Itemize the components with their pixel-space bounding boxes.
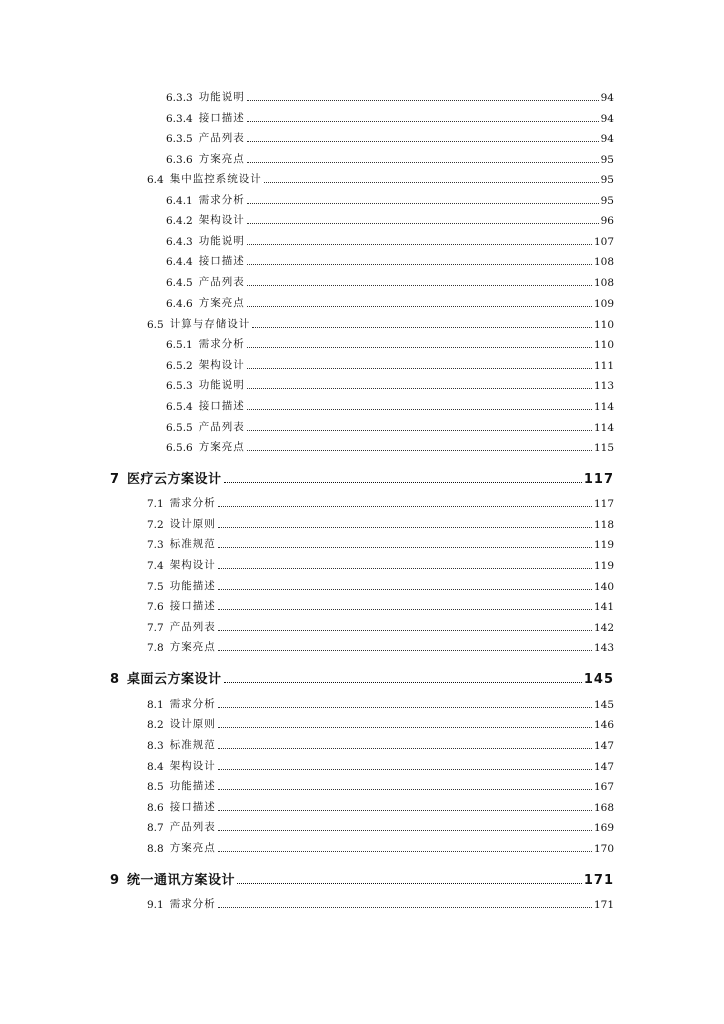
toc-entry-number: 6.4.5 <box>166 277 193 289</box>
toc-entry[interactable] <box>147 757 614 773</box>
toc-entry[interactable] <box>166 376 614 392</box>
toc-entry-title: 需求分析 <box>169 497 216 509</box>
toc-entry-title: 功能描述 <box>169 580 216 592</box>
toc-entry-page: 110 <box>593 339 614 351</box>
toc-entry-title: 需求分析 <box>198 194 245 206</box>
toc-entry-number: 8 <box>110 672 120 687</box>
toc-entry[interactable] <box>147 515 614 531</box>
toc-entry-title: 需求分析 <box>169 898 216 910</box>
toc-entry-page: 140 <box>593 581 614 593</box>
toc-entry-number: 7.3 <box>147 539 164 551</box>
toc-entry-page: 117 <box>593 498 614 510</box>
toc-entry-number: 6.4.6 <box>166 298 193 310</box>
dot-leader <box>218 769 592 770</box>
dot-leader <box>247 409 592 410</box>
toc-entry-page: 108 <box>593 256 614 268</box>
toc-entry-title: 方案亮点 <box>198 441 245 453</box>
dot-leader <box>247 141 599 142</box>
toc-entry-number: 6.5 <box>147 319 164 331</box>
toc-entry[interactable] <box>166 150 614 166</box>
toc-entry-title: 方案亮点 <box>169 842 216 854</box>
toc-entry-number: 8.3 <box>147 740 164 752</box>
toc-entry-page: 114 <box>593 401 614 413</box>
toc-entry-page: 96 <box>600 215 614 227</box>
toc-entry-page: 142 <box>593 622 614 634</box>
toc-entry-title: 需求分析 <box>198 338 245 350</box>
toc-entry-page: 171 <box>583 873 614 888</box>
dot-leader <box>224 482 582 483</box>
dot-leader <box>264 182 599 183</box>
toc-entry-title: 集中监控系统设计 <box>169 173 262 185</box>
toc-entry[interactable] <box>166 418 614 434</box>
toc-entry[interactable] <box>147 597 614 613</box>
toc-entry-title: 方案亮点 <box>198 153 245 165</box>
toc-entry-page: 141 <box>593 601 614 613</box>
toc-entry-number: 6.4 <box>147 174 164 186</box>
toc-entry[interactable] <box>166 129 614 145</box>
toc-entry-page: 143 <box>593 642 614 654</box>
dot-leader <box>247 285 592 286</box>
toc-entry[interactable] <box>166 109 614 125</box>
toc-entry-title: 计算与存储设计 <box>169 318 251 330</box>
toc-entry-number: 8.8 <box>147 843 164 855</box>
toc-entry-number: 7.4 <box>147 560 164 572</box>
toc-entry-number: 6.5.1 <box>166 339 193 351</box>
toc-entry-title: 方案亮点 <box>198 297 245 309</box>
dot-leader <box>218 748 592 749</box>
toc-entry-title: 架构设计 <box>169 559 216 571</box>
toc-entry[interactable] <box>147 556 614 572</box>
toc-entry[interactable] <box>166 335 614 351</box>
toc-entry-title: 产品列表 <box>169 621 216 633</box>
toc-entry-page: 117 <box>583 472 614 487</box>
toc-entry-title: 医疗云方案设计 <box>127 472 222 487</box>
toc-entry-title: 设计原则 <box>169 718 216 730</box>
toc-entry[interactable] <box>147 535 614 551</box>
toc-entry-page: 146 <box>593 719 614 731</box>
toc-entry-page: 107 <box>593 236 614 248</box>
toc-chapter-entry[interactable] <box>110 467 614 487</box>
dot-leader <box>247 162 599 163</box>
toc-entry-number: 8.6 <box>147 802 164 814</box>
dot-leader <box>224 682 582 683</box>
toc-entry-title: 方案亮点 <box>169 641 216 653</box>
dot-leader <box>237 883 582 884</box>
toc-entry[interactable] <box>166 211 614 227</box>
dot-leader <box>247 264 592 265</box>
toc-entry-page: 95 <box>600 174 614 186</box>
toc-entry-number: 8.5 <box>147 781 164 793</box>
toc-entry-title: 接口描述 <box>169 801 216 813</box>
toc-entry[interactable] <box>147 895 614 911</box>
toc-entry-page: 171 <box>593 899 614 911</box>
toc-entry-number: 6.5.4 <box>166 401 193 413</box>
dot-leader <box>218 727 592 728</box>
toc-entry[interactable] <box>147 170 614 186</box>
toc-entry-number: 6.5.3 <box>166 380 193 392</box>
toc-entry-title: 接口描述 <box>198 255 245 267</box>
dot-leader <box>247 430 592 431</box>
toc-entry[interactable] <box>147 777 614 793</box>
toc-entry-number: 7.2 <box>147 519 164 531</box>
toc-entry-page: 147 <box>593 761 614 773</box>
dot-leader <box>218 527 592 528</box>
toc-entry-number: 6.4.1 <box>166 195 193 207</box>
toc-entry-title: 桌面云方案设计 <box>127 672 222 687</box>
dot-leader <box>247 368 592 369</box>
toc-entry-title: 需求分析 <box>169 698 216 710</box>
dot-leader <box>218 609 592 610</box>
toc-entry-title: 接口描述 <box>198 112 245 124</box>
dot-leader <box>218 630 592 631</box>
toc-entry-title: 标准规范 <box>169 739 216 751</box>
toc-entry[interactable] <box>166 356 614 372</box>
toc-entry-page: 111 <box>593 360 614 372</box>
toc-entry[interactable] <box>147 638 614 654</box>
toc-entry[interactable] <box>147 736 614 752</box>
toc-entry-page: 94 <box>600 133 614 145</box>
toc-entry-page: 170 <box>593 843 614 855</box>
toc-entry-title: 架构设计 <box>169 760 216 772</box>
toc-entry-page: 108 <box>593 277 614 289</box>
dot-leader <box>247 244 592 245</box>
toc-entry[interactable] <box>166 191 614 207</box>
toc-entry[interactable] <box>166 232 614 248</box>
toc-entry-number: 7.5 <box>147 581 164 593</box>
toc-entry[interactable] <box>166 438 614 454</box>
dot-leader <box>247 223 599 224</box>
toc-entry[interactable] <box>166 273 614 289</box>
toc-entry-title: 架构设计 <box>198 214 245 226</box>
toc-entry-page: 95 <box>600 154 614 166</box>
dot-leader <box>218 506 592 507</box>
toc-entry-number: 6.5.5 <box>166 422 193 434</box>
dot-leader <box>218 547 592 548</box>
toc-entry-title: 产品列表 <box>169 821 216 833</box>
toc-entry[interactable] <box>166 397 614 413</box>
dot-leader <box>247 306 592 307</box>
toc-entry-number: 7 <box>110 472 120 487</box>
toc-entry-number: 8.7 <box>147 822 164 834</box>
toc-entry[interactable] <box>147 839 614 855</box>
toc-entry-number: 7.1 <box>147 498 164 510</box>
dot-leader <box>218 589 592 590</box>
toc-entry-page: 113 <box>593 380 614 392</box>
toc-entry-page: 169 <box>593 822 614 834</box>
toc-entry-title: 标准规范 <box>169 538 216 550</box>
toc-entry-page: 167 <box>593 781 614 793</box>
toc-entry-number: 6.4.4 <box>166 256 193 268</box>
toc-entry-title: 功能说明 <box>198 91 245 103</box>
toc-entry-title: 功能说明 <box>198 379 245 391</box>
toc-entry-page: 110 <box>593 319 614 331</box>
toc-entry-page: 145 <box>593 699 614 711</box>
toc-entry-page: 94 <box>600 92 614 104</box>
dot-leader <box>218 707 592 708</box>
dot-leader <box>218 810 592 811</box>
toc-entry-title: 接口描述 <box>198 400 245 412</box>
toc-entry-number: 9 <box>110 873 120 888</box>
toc-entry-title: 统一通讯方案设计 <box>127 873 236 888</box>
dot-leader <box>247 347 592 348</box>
toc-entry-title: 接口描述 <box>169 600 216 612</box>
toc-entry-page: 109 <box>593 298 614 310</box>
toc-chapter-entry[interactable] <box>110 868 614 888</box>
toc-entry-title: 产品列表 <box>198 132 245 144</box>
toc-entry-page: 94 <box>600 113 614 125</box>
toc-entry-number: 8.4 <box>147 761 164 773</box>
toc-entry-page: 119 <box>593 539 614 551</box>
toc-entry-page: 168 <box>593 802 614 814</box>
toc-entry-page: 119 <box>593 560 614 572</box>
dot-leader <box>247 450 592 451</box>
toc-entry-title: 产品列表 <box>198 276 245 288</box>
toc-entry-number: 6.4.3 <box>166 236 193 248</box>
dot-leader <box>218 568 592 569</box>
dot-leader <box>247 203 599 204</box>
toc-entry[interactable] <box>147 798 614 814</box>
toc-chapter-entry[interactable] <box>110 667 614 687</box>
toc-entry[interactable] <box>147 818 614 834</box>
dot-leader <box>247 121 599 122</box>
toc-entry-number: 7.7 <box>147 622 164 634</box>
toc-entry-title: 架构设计 <box>198 359 245 371</box>
toc-entry-page: 95 <box>600 195 614 207</box>
toc-entry-number: 9.1 <box>147 899 164 911</box>
toc-entry-number: 6.4.2 <box>166 215 193 227</box>
toc-entry[interactable] <box>147 494 614 510</box>
dot-leader <box>218 789 592 790</box>
toc-entry-page: 147 <box>593 740 614 752</box>
dot-leader <box>247 388 592 389</box>
toc-entry-number: 6.3.5 <box>166 133 193 145</box>
toc-entry-page: 145 <box>583 672 614 687</box>
toc-entry-number: 6.3.6 <box>166 154 193 166</box>
toc-entry-number: 7.8 <box>147 642 164 654</box>
toc-entry[interactable] <box>147 577 614 593</box>
dot-leader <box>247 100 599 101</box>
toc-entry-title: 设计原则 <box>169 518 216 530</box>
toc-entry-number: 6.5.2 <box>166 360 193 372</box>
toc-entry[interactable] <box>147 315 614 331</box>
toc-entry-title: 产品列表 <box>198 421 245 433</box>
toc-entry[interactable] <box>147 715 614 731</box>
toc-entry[interactable] <box>166 294 614 310</box>
toc-entry-number: 8.1 <box>147 699 164 711</box>
toc-entry-number: 6.3.3 <box>166 92 193 104</box>
toc-entry-title: 功能描述 <box>169 780 216 792</box>
toc-entry[interactable] <box>147 695 614 711</box>
dot-leader <box>218 650 592 651</box>
toc-entry-page: 115 <box>593 442 614 454</box>
toc-entry[interactable] <box>166 88 614 104</box>
toc-entry-title: 功能说明 <box>198 235 245 247</box>
dot-leader <box>218 907 592 908</box>
toc-entry-page: 114 <box>593 422 614 434</box>
toc-entry-page: 118 <box>593 519 614 531</box>
toc-entry-number: 7.6 <box>147 601 164 613</box>
toc-entry-number: 6.5.6 <box>166 442 193 454</box>
dot-leader <box>218 851 592 852</box>
toc-entry-number: 8.2 <box>147 719 164 731</box>
toc-entry-number: 6.3.4 <box>166 113 193 125</box>
toc-entry[interactable] <box>147 618 614 634</box>
toc-entry[interactable] <box>166 252 614 268</box>
dot-leader <box>252 327 592 328</box>
dot-leader <box>218 830 592 831</box>
